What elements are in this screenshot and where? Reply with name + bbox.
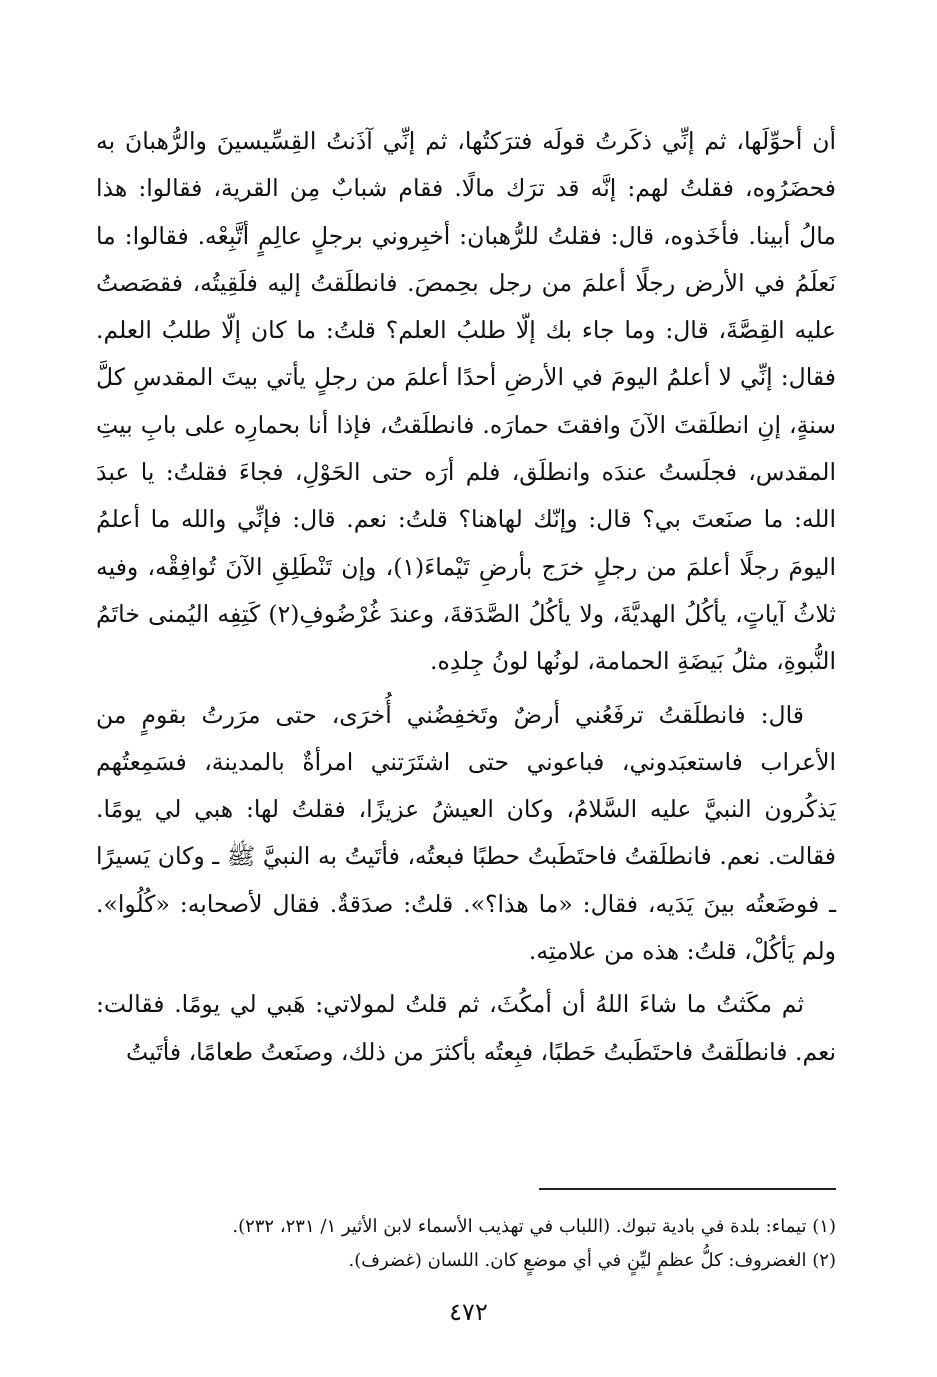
paragraph-2: قال: فانطلَقتُ ترفَعُني أرضٌ وتَخفِضُني أُخرَى، حتى مرَرتُ بقومٍ من الأعراب فاستعبَدوني، فباعوني حتى اشتَرَتني امرأةٌ بالمدينة، فسَمِعتُهم يَذكُرون النبيَّ عليه السَّلامُ، وكان العيشُ عزيزًا، فقلتُ لها: هبي لي يومًا. فقالت. نعم. فانطلَقتُ فاحتَطَبتُ حطبًا فبعتُه، فأتَيتُ به النبيَّ ﷺ ـ وكان يَسيرًا ـ فوضَعتُه بينَ يَدَيه، فقال: «ما هذا؟». قلتُ: صدَقةٌ. فقال لأصحابه: «كُلُوا». ولم يَأكُلْ، قلتُ: هذه من علامتِه.	[96, 700, 836, 966]
page-body	[96, 118, 836, 1076]
footnote-divider	[539, 1188, 836, 1190]
paragraph-1: أن أحوِّلَها، ثم إنِّي ذكَرتُ قولَه فترَكتُها، ثم إنِّي آذَنتُ القِسِّيسينَ والرُّهبانَ به فحضَرُوه، فقلتُ لهم: إنَّه قد ترَك مالًا. فقام شبابٌ مِن القرية، فقالوا: هذا مالُ أبينا. فأخَذوه، قال: فقلتُ للرُّهبان: أخبِروني برجلٍ عالِمٍ أتَّبِعْه. فقالوا: ما نَعلَمُ في الأرض رجلًا أعلمَ من رجل بحِمصَ. فانطلَقتُ إليه فلَقِيتُه، فقصَصتُ عليه القِصَّةَ، قال: وما جاء بك إلّا طلبُ العلم؟ قلتُ: ما كان إلّا طلبُ العلم. فقال: إنِّي لا أعلمُ اليومَ في الأرضِ أحدًا أعلمَ من رجلٍ يأتي بيتَ المقدسِ كلَّ سنةٍ، إنِ انطلَقتَ الآنَ وافقتَ حمارَه. فانطلَقتُ، فإذا أنا بحمارِه على بابِ بيتِ المقدس، فجلَستُ عندَه وانطلَق، فلم أرَه حتى الحَوْلِ، فجاءَ فقلتُ: يا عبدَ الله: ما صنَعتَ بي؟ قال: وإنّك لهاهنا؟ قلتُ: نعم. قال: فإنِّي والله ما أعلمُ اليومَ رجلًا أعلمَ من رجلٍ خرَج بأرضِ تَيْماءَ(١)، وإن تَنْطَلِقِ الآنَ تُوافِقْه، وفيه ثلاثُ آياتٍ، يأكُلُ الهديَّةَ، ولا يأكُلُ الصَّدَقةَ، وعندَ غُرْضُوفِ(٢) كَتِفِه اليُمنى خاتَمُ النُّبوةِ، مثلُ بَيضَةِ الحمامة، لونُها لونُ جِلدِه.	[96, 127, 836, 676]
main-text	[96, 118, 836, 1076]
footnote-1: (١) تيماء: بلدة في بادية تبوك. (اللباب في تهذيب الأسماء لابن الأثير ١/ ٢٣١، ٢٣٢).	[232, 1216, 836, 1237]
paragraph-3: ثم مكَثتُ ما شاءَ اللهُ أن أمكُثَ، ثم قلتُ لمولاتي: هَبي لي يومًا. فقالت: نعم. فانطلَقتُ فاحتَطَبتُ حَطبًا، فبِعتُه بأكثرَ من ذلك، وصنَعتُ طعامًا، فأتَيتُ	[96, 990, 836, 1066]
footnotes	[96, 1210, 836, 1278]
page-number: ٤٧٢	[449, 1298, 488, 1326]
footnote-2: (٢) الغضروف: كلُّ عظمٍ ليِّنٍ في أي موضعٍ كان. اللسان (غضرف).	[348, 1250, 836, 1271]
